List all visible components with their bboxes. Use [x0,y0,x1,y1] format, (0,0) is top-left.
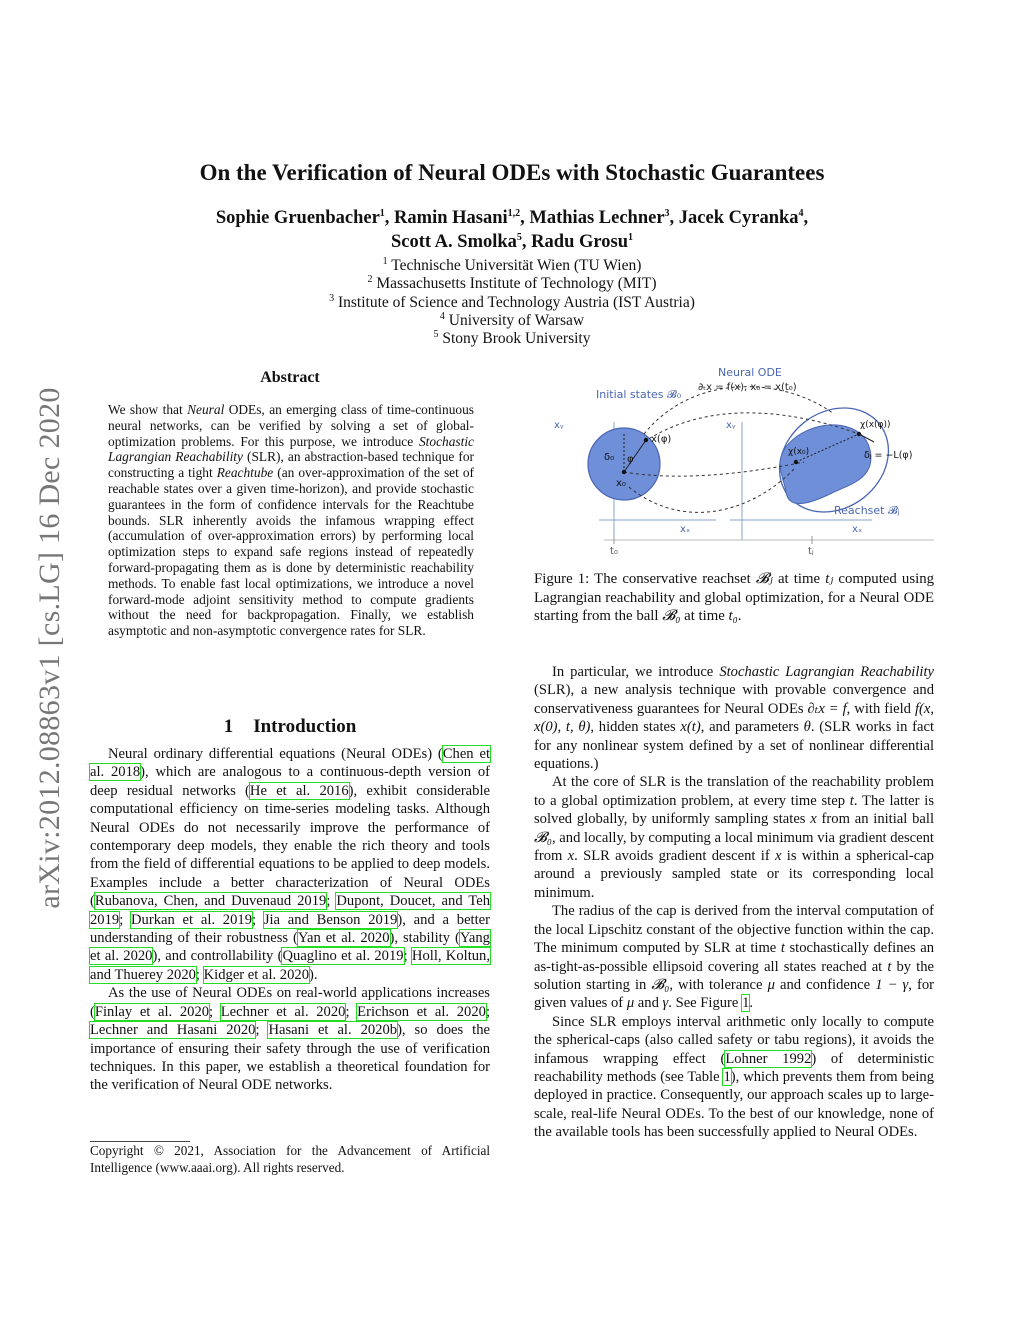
author-name: Mathias Lechner [529,208,665,228]
figure-1-diagram [534,362,934,567]
citation-link[interactable]: Finlay et al. 2020 [94,1003,210,1020]
text: ). [309,966,318,983]
math: x(t) [680,719,701,736]
citation-link[interactable]: Dupont, Doucet, and Teh 2019 [90,893,490,928]
text: ) of deterministic reachability methods (see Table [534,1050,934,1085]
paragraph [90,984,490,1094]
abstract-heading: Abstract [260,369,320,386]
left-column-body [90,745,490,1095]
abstract-emphasis: Stochastic Lagrangian Reachability [108,433,474,465]
author-affil-sup: 1,2 [507,207,521,219]
citation-link[interactable]: Jia and Benson 2019 [263,911,398,928]
text: Figure 1: The conservative reachset [534,571,756,587]
author-name: Scott A. Smolka [391,232,517,252]
text: ; [252,911,264,928]
label-xy-left: xᵧ [554,420,564,431]
affiliation-text: Institute of Science and Technology Austria (IST Austria) [337,293,695,311]
paragraph [534,773,934,902]
text: , and parameters [700,719,804,736]
text: ), exhibit considerable computational efficiency on time-series modeling tasks. Although Neural ODEs do not necessarily improve the performance of contemporary deep models, they enable the rich theory and tools from the field of differential equations to be applied to deep models. Examples include a better characterization of Neural ODEs ( [90,782,490,910]
section-title: Introduction [253,716,357,737]
text: ), which prevents them from being deployed in practice. Consequently, our approach scales up to large-scale, real-life Neural ODEs. To the best of our knowledge, none of the available tools has been successfully applied to Neural ODEs. [534,1068,935,1141]
affiliation [90,330,934,348]
math: 𝓑₀ [662,608,681,625]
citation-link[interactable]: Lechner et al. 2020 [220,1003,346,1020]
math: μ [626,995,635,1012]
label-chi-xphi: χ(x(φ)) [860,420,891,430]
text: stochastically defines an as-tight-as-possible ellipsoid covering all states reached at [534,940,934,975]
label-xx-right: xₓ [852,524,863,535]
label-phi: φ [627,454,634,465]
text: at time [680,608,729,625]
math: t [887,958,892,975]
affiliation-sup: 2 [367,274,373,286]
text: and [634,995,663,1012]
citation-link[interactable]: Holl, Koltun, and Thuerey 2020 [90,948,490,983]
math: t [849,792,854,809]
text: The radius of the cap is derived from the interval computation of the local Lipschitz constant of the objective function within the cap. The minimum computed by SLR at time [534,903,934,957]
figure-reference-link[interactable]: 1 [742,995,750,1012]
text: . [749,995,754,1012]
paper-title: On the Verification of Neural ODEs with Stochastic Guarantees [199,160,825,185]
affiliation-text: Stony Brook University [442,330,591,348]
text: ; [209,1003,221,1020]
text: and confidence [774,976,876,993]
citation-link[interactable]: Lohner 1992 [725,1050,812,1067]
affiliation-sup: 5 [433,329,439,341]
author-affil-sup: 4 [798,207,804,219]
author-name: Jacek Cyranka [678,208,799,228]
table-reference-link[interactable]: 1 [723,1068,731,1085]
text: , with tolerance [669,976,768,993]
point-x-phi [644,438,648,442]
text: ; [403,948,412,965]
text: . The latter is solved globally, by uniformly sampling states [534,792,934,828]
copyright-footnote: Copyright © 2021, Association for the Advancement of Artificial Intelligence (www.aaai.org). All rights reserved. [90,1143,490,1175]
text: . [737,608,742,625]
text: (SLR), a new analysis technique with provable convergence and conservativeness guarantees for Neural ODEs [534,682,934,717]
author-affil-sup: 1 [628,231,633,243]
math: t [780,940,785,957]
text: at time [772,571,826,587]
paragraph [534,1013,934,1142]
text: , for given values of [534,976,934,1012]
paragraph [534,663,934,773]
text: computed using Lagrangian reachability and global optimization, for a Neural ODE starting from the ball [534,571,934,625]
affiliation [90,312,934,330]
label-neural-ode: Neural ODE [718,366,782,379]
author-line-1: Sophie Gruenbacher$^1$, Ramin Hasani$^{1,2}$, Mathias Lechner$^3$, Jacek Cyranka$^4$, [215,207,809,228]
abstract-text: ODEs, an emerging class of time-continuous neural networks, can be verified by solving a set of global-optimization problems. For this purpose, we introduce [108,402,475,449]
paragraph [534,902,934,1012]
affiliation-text: Technische Universität Wien (TU Wien) [391,257,642,274]
right-column-body [534,663,934,1142]
math: ∂ₜx = f [807,700,847,717]
affiliation [90,275,934,293]
text: Since SLR employs interval arithmetic only locally to compute the spherical-caps (also called safety or tabu regions), it avoids the infamous wrapping effect ( [534,1013,934,1067]
text: from an initial ball [816,811,935,828]
text: , hidden states [590,719,681,736]
text: . (SLR works in fact for any nonlinear system defined by a set of nonlinear differential equations.) [534,719,934,773]
label-xx-left: xₓ [680,524,691,535]
text: , and locally, by computing a local minimum via gradient descent from [534,829,934,865]
abstract-text: We show that [108,402,188,417]
text: ; [326,893,337,910]
section-heading-introduction [90,716,490,738]
affiliation-text: Massachusetts Institute of Technology (MIT) [376,275,657,293]
math: 𝓑₀ [534,829,552,846]
math: θ [803,719,811,736]
label-tj: tⱼ [808,546,814,557]
author-affil-sup: 1 [379,207,385,219]
citation-link[interactable]: Kidger et al. 2020 [203,966,309,983]
math: 𝓑₀ [651,976,670,993]
affiliation-sup: 3 [329,292,335,304]
label-delta0: δ₀ [604,452,615,463]
label-initial-states: Initial states 𝓑₀ [596,388,682,401]
citation-link[interactable]: Yan et al. 2020 [297,930,390,947]
author-line-2: Scott A. Smolka$^5$, Radu Grosu$^1$ [391,231,633,252]
point-x0 [622,470,626,474]
text: ; [119,911,132,928]
citation-link[interactable]: Yang et al. 2020 [90,930,490,965]
text: ; [195,966,204,983]
text: ), stability ( [389,930,460,947]
text: As the use of Neural ODEs on real-world applications increases ( [90,985,490,1020]
text: Neural ordinary differential equations (Neural ODEs) ( [108,746,443,762]
affiliation-sup: 4 [439,310,445,322]
label-xy-right: xᵧ [726,420,736,431]
text: , with field [846,700,915,717]
abstract-text: (SLR), an abstraction-based technique for constructing a tight [108,449,474,481]
math: tⱼ [825,571,834,587]
citation-link[interactable]: Quaglino et al. 2019 [282,948,404,965]
citation-link[interactable]: He et al. 2016 [249,782,349,799]
author-affil-sup: 3 [664,207,670,219]
math: x [774,848,782,865]
affiliation-list [90,257,934,348]
citation-link[interactable]: Lechner and Hasani 2020 [90,1022,256,1039]
text: In particular, we introduce [552,664,720,680]
author-name: Sophie Gruenbacher [215,208,380,228]
label-ode-equation: ∂ₜx = f(x), x₀ = x(t₀) [698,382,797,393]
figure-1 [534,362,934,567]
figure-1-caption [534,570,934,626]
section-number: 1 [223,716,234,737]
abstract-emphasis: Neural [187,402,225,417]
text: ; [485,1003,490,1020]
citation-link[interactable]: Durkan et al. 2019 [131,911,252,928]
abstract-text: (an over-approximation of the set of reachable states over a given time-horizon), and provide stochastic guarantees in the form of confidence intervals for the Reachtube bounds. SLR inherently avoids the infamous wrapping effect (accumulation of over-approximation errors) by performing local optimization steps to expand safe regions instead of repeatedly forward-propagating them as is done by deterministic reachability methods. To enable fast local optimizations, we introduce a novel forward-mode adjoint sensitivity method to compute gradients without the need for backpropagation. Finally, we establish asymptotic and non-asymptotic convergence rates for SLR. [108,465,474,639]
label-x0: x₀ [616,478,626,489]
math: μ [767,976,775,993]
text: At the core of SLR is the translation of the reachability problem to a global optimization problem, at every time step [534,774,934,809]
author-affil-sup: 5 [516,231,522,243]
text: by the solution starting in [534,958,934,993]
affiliation-sup: 1 [382,255,388,267]
affiliation [90,257,934,275]
text: ; [255,1022,269,1039]
text: . SLR avoids gradient descent if [574,848,775,865]
author-name: Radu Grosu [531,232,628,252]
math: 𝓑ⱼ [755,571,773,587]
emphasis: Stochastic Lagrangian Reachability [719,664,934,680]
abstract-emphasis: Reachtube [216,465,274,481]
author-list [90,206,934,254]
text: ; [345,1003,358,1020]
text: ), and a better understanding of their robustness ( [90,911,490,947]
author-name: Ramin Hasani [394,208,508,228]
text: ), and controllability ( [152,948,283,965]
math: f(x, x(0), t, θ) [534,700,934,736]
math: x [567,848,575,865]
arxiv-identifier: arXiv:2012.08863v1 [cs.LG] 16 Dec 2020 [33,387,66,909]
arxiv-sidebar [30,348,70,948]
citation-link[interactable]: Hasani et al. 2020b [268,1022,398,1039]
affiliation-text: University of Warsaw [448,311,585,329]
affiliation [90,294,934,312]
citation-link[interactable]: Rubanova, Chen, and Duvenaud 2019 [94,893,327,910]
label-chi-x0: χ(x₀) [788,447,810,457]
citation-link[interactable]: Erichson et al. 2020 [357,1003,486,1020]
label-delta-j: δⱼ = −L(φ) [864,450,913,461]
math: x [810,811,817,828]
paragraph [90,745,490,984]
citation-link[interactable]: Chen et al. 2018 [90,746,490,781]
abstract-body [108,402,474,639]
label-reachset: Reachset 𝓑ⱼ [834,504,900,517]
label-x-phi: x(φ) [651,434,672,445]
text: . See Figure [668,995,743,1012]
math: 1 − γ [875,976,909,993]
label-t0: t₀ [610,546,618,557]
text: ), so does the importance of ensuring their safety through the use of verification techniques. In this paper, we establish a theoretical foundation for the verification of Neural ODE networks. [90,1022,490,1094]
footnote-divider [90,1141,190,1142]
text: ), which are analogous to a continuous-depth version of deep residual networks ( [90,764,490,799]
math: γ [662,995,669,1012]
math: t₀ [728,608,738,625]
text: is within a spherical-cap around a previously sampled state or its corresponding local minimum. [534,848,934,901]
